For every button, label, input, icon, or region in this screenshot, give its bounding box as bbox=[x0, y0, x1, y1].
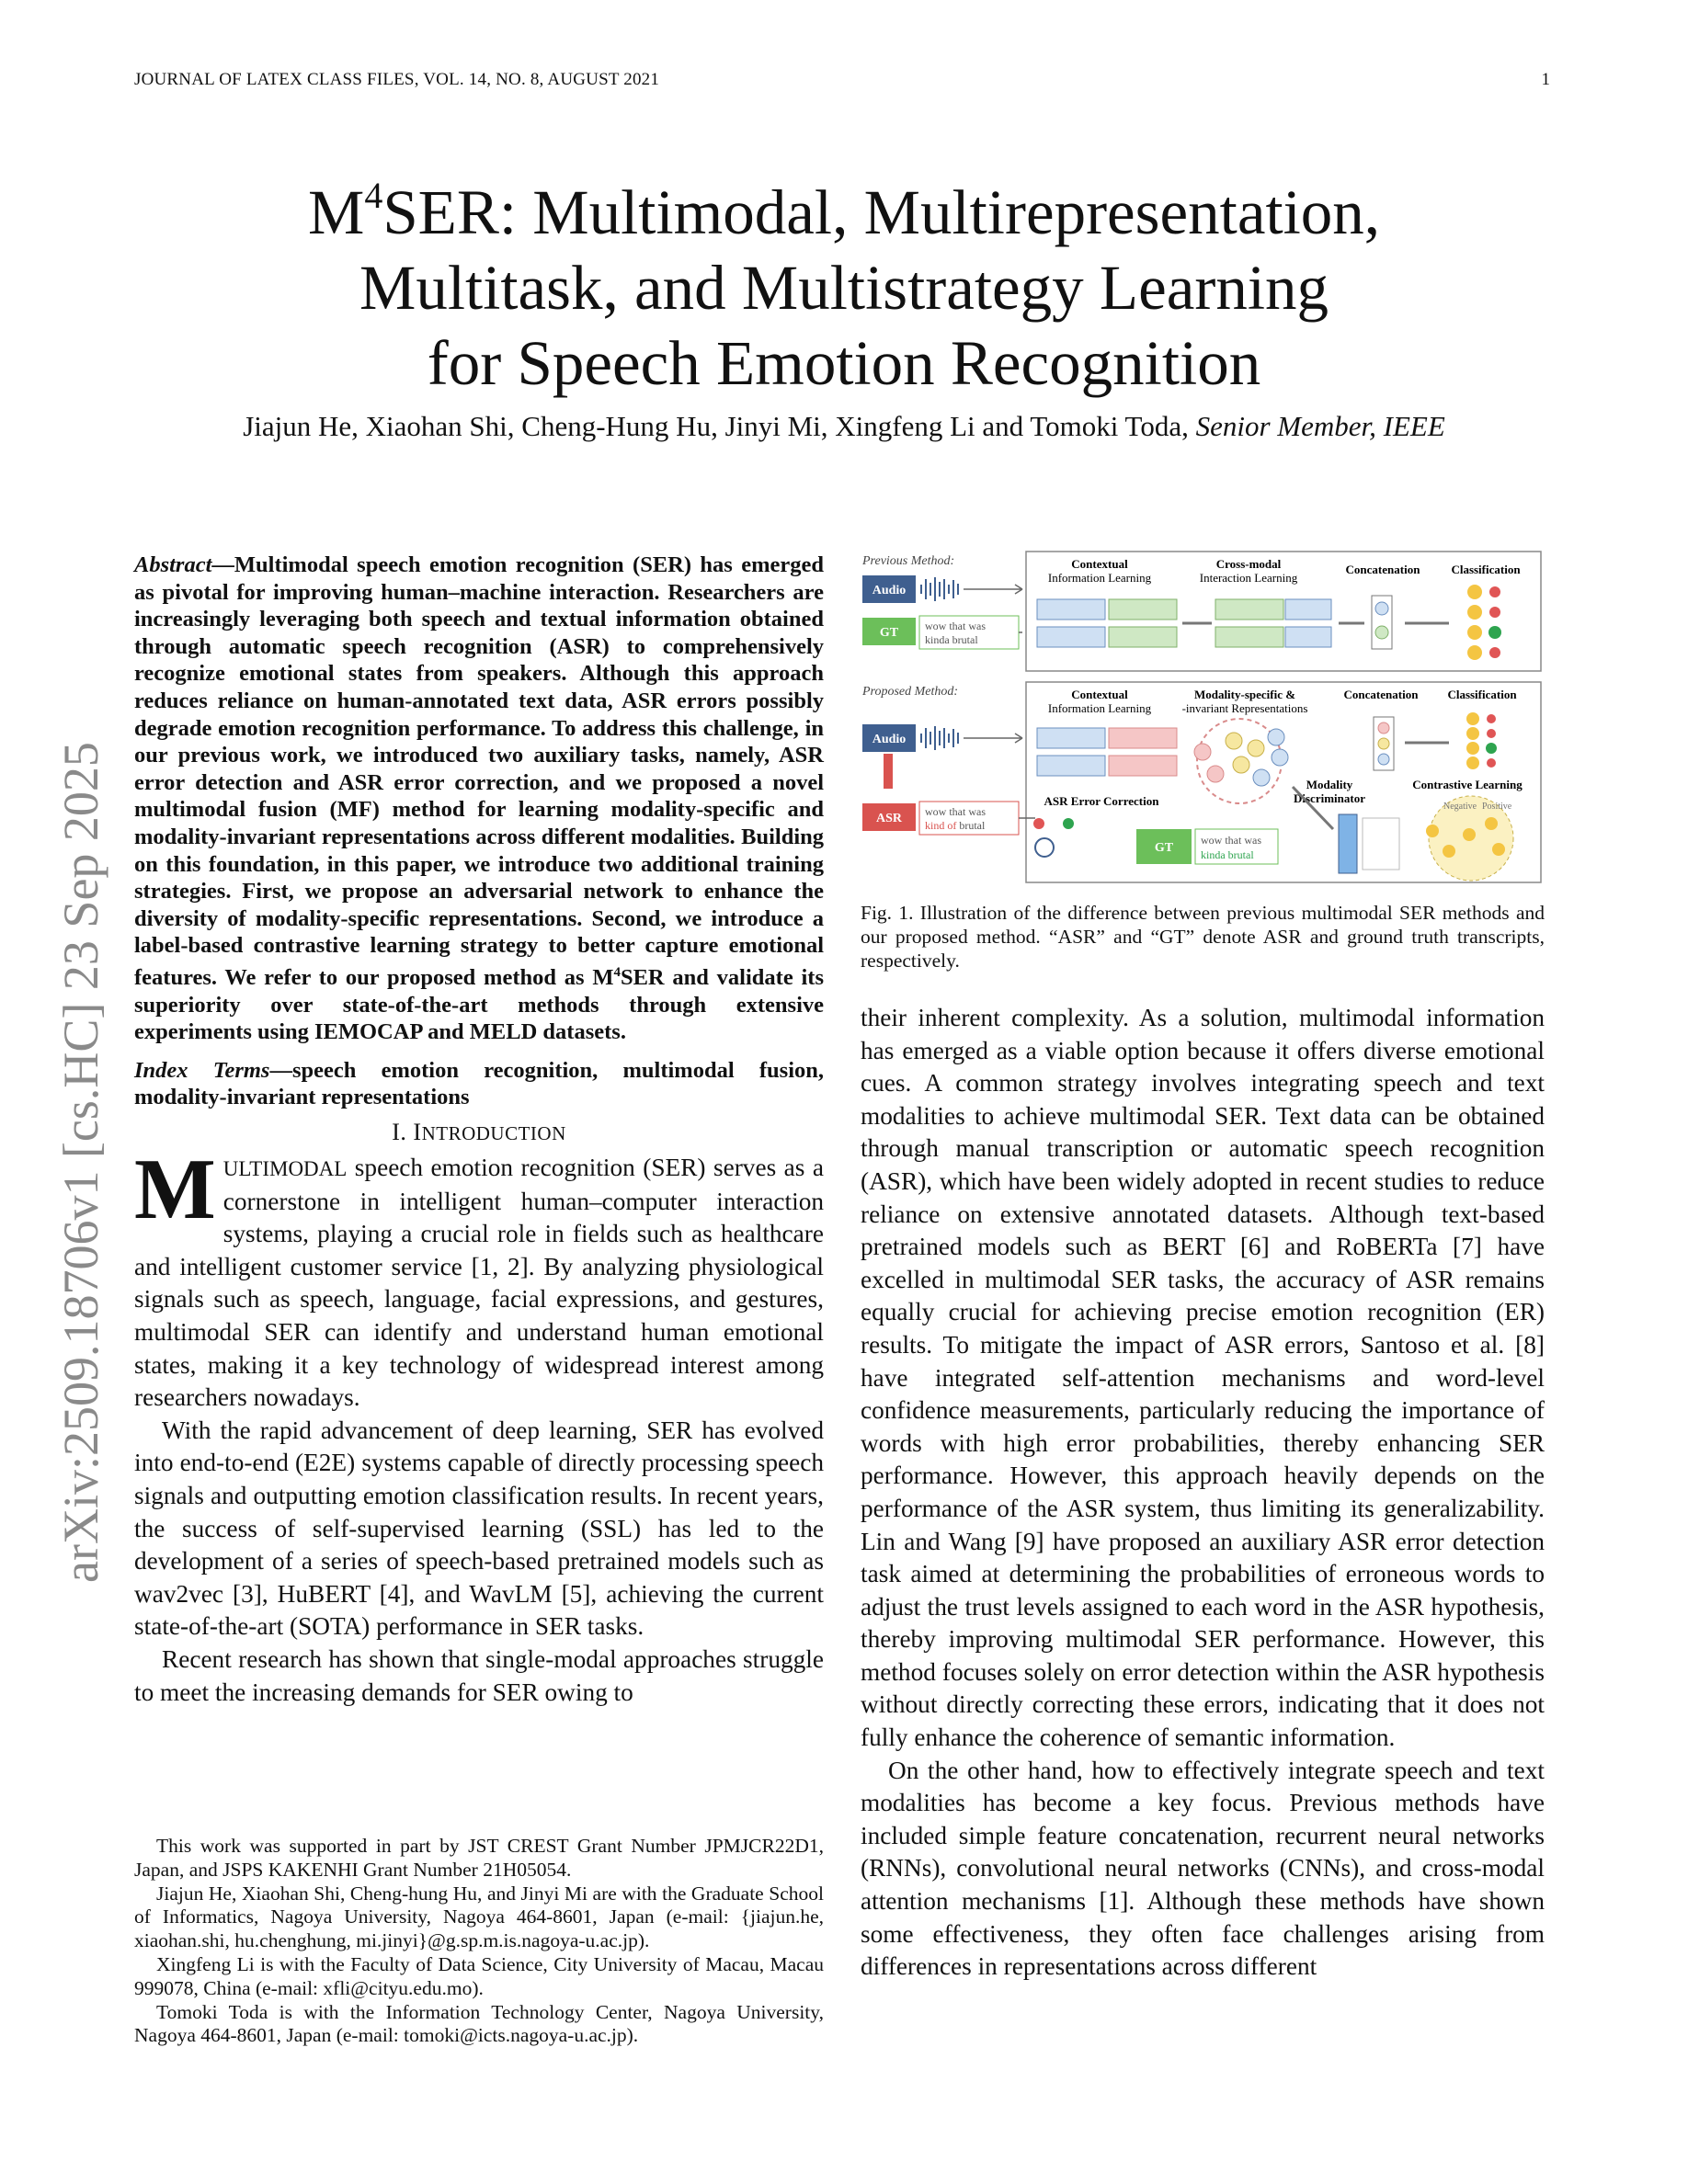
running-head: JOURNAL OF LATEX CLASS FILES, VOL. 14, NO. 8, AUGUST 2021 bbox=[134, 70, 660, 89]
svg-text:ASR: ASR bbox=[875, 812, 903, 825]
svg-text:Cross-modal: Cross-modal bbox=[1215, 557, 1282, 571]
svg-text:Interaction Learning: Interaction Learning bbox=[1199, 571, 1298, 585]
previous-method-label: Previous Method: bbox=[862, 554, 955, 568]
right-paragraph-2: On the other hand, how to effectively integrate speech and text modalities has become a key focus. Previous methods have included simple feature concatenation, recurrent neural networks (RNNs), convolutional neural networks (CNNs), and cross-modal attention mechanisms [1]. Although these methods have shown some effectiveness, they often face challenges arising from differences in representations across different bbox=[861, 1756, 1545, 1981]
right-paragraph-1: their inherent complexity. As a solution, multimodal information has emerged as a viable option because it offers diverse emotional cues. A common strategy involves integrating speech and text modalities to achieve multimodal SER. Text data can be obtained through manual transcription or automatic speech recognition (ASR), which have been widely adopted in recent studies to reduce reliance on extensive annotated datasets. Although text-based pretrained models such as BERT [6] and RoBERTa [7] have excelled in multimodal SER tasks, the accuracy of ASR remains equally crucial for achieving precise emotion recognition (ER) results. To mitigate the impact of ASR errors, Santoso et al. [8] have integrated self-attention mechanisms and word-level confidence measurements, particularly reducing the importance of words with high error probabilities, thereby enhancing SER performance. However, this approach heavily depends on the performance of the ASR system, thus limiting its generalizability. Lin and Wang [9] have proposed an auxiliary ASR error detection task aimed at determining the probabilities of erroneous words to adjust the trust levels assigned to each word in the ASR hypothesis, thereby improving multimodal SER performance. However, this method focuses solely on error detection within the ASR hypothesis without directly correcting these errors, indicating that it does not fully enhance the coherence of semantic information. bbox=[861, 1004, 1545, 1752]
svg-text:Contrastive Learning: Contrastive Learning bbox=[1412, 778, 1523, 791]
title-line-1: $M^4SER$: Multimodal, Multirepresentation, bbox=[307, 175, 1381, 247]
footnote: Jiajun He, Xiaohan Shi, Cheng-hung Hu, and Jinyi Mi are with the Graduate School of Informatics, Nagoya University, Nagoya 464-8601, Japan (e-mail: {jiajun.he, xiaohan.shi, hu.chenghung, mi.jinyi}@g.sp.m.is.nagoya-u.ac.jp). bbox=[134, 1882, 824, 1952]
right-column-text bbox=[861, 1002, 1545, 1984]
waveform-icon bbox=[921, 577, 958, 601]
svg-text:Positive: Positive bbox=[1482, 802, 1512, 812]
arxiv-stamp: arXiv:2509.18706v1 [cs.HC] 23 Sep 2025 bbox=[53, 742, 108, 1583]
intro-paragraph-1: MULTIMODAL speech emotion recognition (SER) serves as a cornerstone in intelligent human–computer interaction systems, playing a crucial role in fields such as healthcare and intelligent customer service [1, 2]. By analyzing physiological signals such as speech, language, facial expressions, and gestures, multimodal SER can identify and understand human emotional states, making it a key technology of widespread interest among researchers nowadays. bbox=[134, 1142, 824, 1412]
svg-text:Modality: Modality bbox=[1306, 778, 1353, 791]
title-line-2: Multitask, and Multistrategy Learning bbox=[359, 253, 1329, 323]
method-diagram bbox=[861, 548, 1545, 886]
svg-text:wow that was: wow that was bbox=[925, 620, 986, 632]
svg-text:-invariant Representations: -invariant Representations bbox=[1181, 701, 1308, 715]
footnote: Xingfeng Li is with the Faculty of Data Science, City University of Macau, Macau 999078, China (e-mail: xfli@cityu.edu.mo). bbox=[134, 1952, 824, 1999]
svg-text:GT: GT bbox=[879, 626, 899, 640]
svg-text:Discriminator: Discriminator bbox=[1294, 791, 1365, 805]
svg-text:wow that was: wow that was bbox=[925, 805, 986, 818]
paper-title bbox=[184, 158, 1504, 401]
svg-text:GT: GT bbox=[1154, 841, 1174, 855]
svg-text:Audio: Audio bbox=[872, 584, 907, 597]
index-terms: Index Terms—speech emotion recognition, multimodal fusion, modality-invariant representations bbox=[134, 1057, 824, 1110]
footnote: Tomoki Toda is with the Information Technology Center, Nagoya University, Nagoya 464-8601, Japan (e-mail: tomoki@icts.nagoya-u.ac.jp). bbox=[134, 2000, 824, 2047]
intro-paragraph-3: Recent research has shown that single-modal approaches struggle to meet the increasing demands for SER owing to bbox=[134, 1644, 824, 1706]
introduction-body bbox=[134, 1142, 824, 1709]
figure-caption: Fig. 1. Illustration of the difference between previous multimodal SER methods and our proposed method. “ASR” and “GT” denote ASR and ground truth transcripts, respectively. bbox=[861, 902, 1545, 972]
svg-text:kind of brutal: kind of brutal bbox=[925, 819, 986, 832]
left-column bbox=[134, 552, 824, 1709]
abstract: Abstract—Multimodal speech emotion recognition (SER) has emerged as pivotal for improving human–machine interaction. Researchers are increasingly leveraging both speech and textual information obtained through automatic speech recognition (ASR) to comprehensively recognize emotional states from speakers. Although this approach reduces reliance on human-annotated text data, ASR errors possibly degrade emotion recognition performance. To address this challenge, in our previous work, we introduced two auxiliary tasks, namely, ASR error detection and ASR error correction, and we proposed a novel multimodal fusion (MF) method for learning modality-specific and modality-invariant representations across different modalities. Building on this foundation, in this paper, we introduce two additional training strategies. First, we propose an adversarial network to enhance the diversity of modality-specific representations. Second, we introduce a label-based contrastive learning strategy to better capture emotional features. We refer to our proposed method as $M^4SER$ and validate its superiority over state-of-the-art methods through extensive experiments using IEMOCAP and MELD datasets. bbox=[134, 552, 824, 1045]
figure-1 bbox=[861, 548, 1545, 886]
section-heading-introduction: I. INTRODUCTION bbox=[392, 1119, 566, 1146]
svg-text:kinda brutal: kinda brutal bbox=[1201, 848, 1254, 861]
svg-text:Concatenation: Concatenation bbox=[1343, 688, 1419, 701]
svg-text:wow that was: wow that was bbox=[1201, 834, 1261, 847]
emotion-icons bbox=[1467, 585, 1501, 660]
svg-text:Classification: Classification bbox=[1451, 563, 1521, 576]
svg-text:Audio: Audio bbox=[872, 733, 907, 746]
svg-text:Contextual: Contextual bbox=[1071, 557, 1128, 571]
emotion-icons bbox=[1466, 712, 1497, 769]
svg-text:Classification: Classification bbox=[1447, 688, 1517, 701]
footnote: This work was supported in part by JST CREST Grant Number JPMJCR22D1, Japan, and JSPS KAKENHI Grant Number 21H05054. bbox=[134, 1835, 824, 1881]
waveform-icon bbox=[921, 726, 958, 750]
svg-text:Negative: Negative bbox=[1443, 802, 1477, 812]
footnotes bbox=[134, 1835, 824, 2048]
intro-paragraph-2: With the rapid advancement of deep learning, SER has evolved into end-to-end (E2E) systems capable of directly processing speech signals and outputting emotion classification results. In recent years, the success of self-supervised learning (SSL) has led to the development of a series of speech-based pretrained models such as wav2vec [3], HuBERT [4], and WavLM [5], achieving the current state-of-the-art (SOTA) performance in SER tasks. bbox=[134, 1416, 824, 1641]
svg-text:Concatenation: Concatenation bbox=[1345, 563, 1420, 576]
svg-text:Contextual: Contextual bbox=[1071, 688, 1128, 701]
svg-text:kinda brutal: kinda brutal bbox=[925, 633, 978, 646]
svg-text:Information Learning: Information Learning bbox=[1047, 571, 1152, 585]
author-list: Jiajun He, Xiaohan Shi, Cheng-Hung Hu, Jinyi Mi, Xingfeng Li and Tomoki Toda, Senior Member, IEEE bbox=[243, 410, 1445, 442]
page-number: 1 bbox=[1541, 70, 1550, 89]
svg-text:ASR Error Correction: ASR Error Correction bbox=[1044, 794, 1159, 808]
svg-text:Modality-specific &: Modality-specific & bbox=[1193, 688, 1296, 701]
title-line-3: for Speech Emotion Recognition bbox=[427, 328, 1261, 398]
proposed-method-label: Proposed Method: bbox=[862, 685, 959, 699]
svg-text:Information Learning: Information Learning bbox=[1047, 701, 1152, 715]
